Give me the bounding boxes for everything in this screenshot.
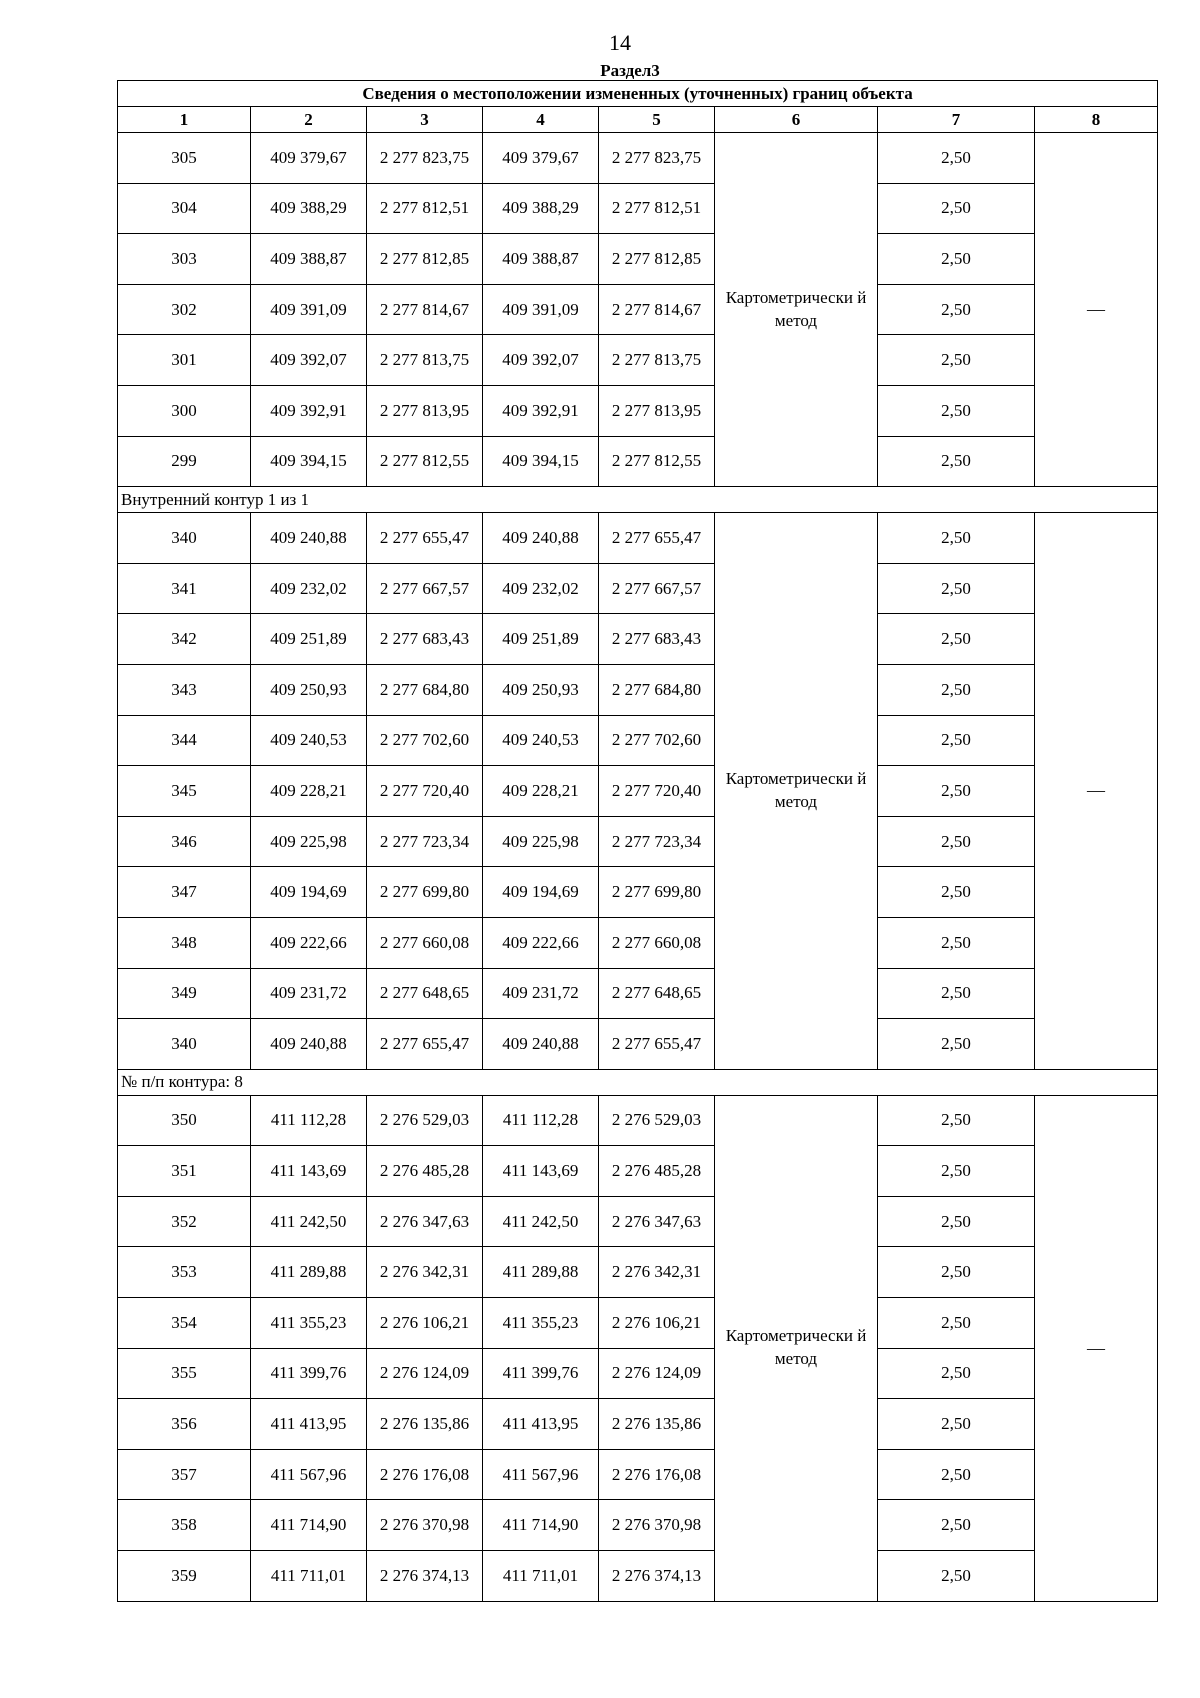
y-existing: 2 276 106,21 [367,1298,483,1349]
point-number: 352 [118,1196,251,1247]
x-existing: 411 711,01 [251,1551,367,1602]
point-number: 353 [118,1247,251,1298]
table-row [118,664,1158,715]
y-new: 2 277 667,57 [599,563,715,614]
table-row [118,1298,1158,1349]
table-row [118,1551,1158,1602]
y-new: 2 277 660,08 [599,917,715,968]
y-existing: 2 277 655,47 [367,513,483,564]
method-cell: Картометрически й метод [715,1095,878,1601]
y-new: 2 276 485,28 [599,1146,715,1197]
y-existing: 2 277 723,34 [367,816,483,867]
x-new: 411 413,95 [483,1399,599,1450]
column-header: 4 [483,107,599,133]
y-new: 2 276 342,31 [599,1247,715,1298]
contour-label-row [118,487,1158,513]
x-existing: 409 232,02 [251,563,367,614]
point-number: 301 [118,335,251,386]
x-new: 409 392,07 [483,335,599,386]
y-existing: 2 276 135,86 [367,1399,483,1450]
y-new: 2 277 723,34 [599,816,715,867]
point-number: 304 [118,183,251,234]
y-existing: 2 277 702,60 [367,715,483,766]
point-number: 358 [118,1500,251,1551]
x-existing: 409 388,29 [251,183,367,234]
x-new: 409 240,88 [483,1019,599,1070]
table-row [118,385,1158,436]
y-existing: 2 277 823,75 [367,133,483,184]
point-number: 357 [118,1449,251,1500]
point-number: 300 [118,385,251,436]
y-existing: 2 276 124,09 [367,1348,483,1399]
x-new: 409 228,21 [483,766,599,817]
x-new: 409 194,69 [483,867,599,918]
point-number: 299 [118,436,251,487]
point-number: 356 [118,1399,251,1450]
point-number: 343 [118,664,251,715]
x-new: 409 394,15 [483,436,599,487]
accuracy-cell: 2,50 [878,183,1035,234]
y-existing: 2 277 812,55 [367,436,483,487]
x-existing: 409 392,07 [251,335,367,386]
table-row [118,1449,1158,1500]
x-existing: 411 399,76 [251,1348,367,1399]
method-cell: Картометрически й метод [715,133,878,487]
point-number: 349 [118,968,251,1019]
x-existing: 411 289,88 [251,1247,367,1298]
x-new: 409 391,09 [483,284,599,335]
accuracy-cell: 2,50 [878,1146,1035,1197]
y-new: 2 277 823,75 [599,133,715,184]
x-existing: 409 379,67 [251,133,367,184]
x-new: 409 250,93 [483,664,599,715]
x-existing: 409 222,66 [251,917,367,968]
note-cell: — [1035,513,1158,1070]
note-cell: — [1035,133,1158,487]
y-existing: 2 276 347,63 [367,1196,483,1247]
x-existing: 409 388,87 [251,234,367,285]
accuracy-cell: 2,50 [878,1196,1035,1247]
y-new: 2 277 655,47 [599,1019,715,1070]
column-header: 5 [599,107,715,133]
x-existing: 411 112,28 [251,1095,367,1146]
y-new: 2 277 813,75 [599,335,715,386]
table-row [118,1019,1158,1070]
x-new: 409 388,87 [483,234,599,285]
table-row [118,1399,1158,1450]
accuracy-cell: 2,50 [878,664,1035,715]
y-existing: 2 277 812,51 [367,183,483,234]
x-new: 411 399,76 [483,1348,599,1399]
x-existing: 409 194,69 [251,867,367,918]
accuracy-cell: 2,50 [878,917,1035,968]
y-existing: 2 276 485,28 [367,1146,483,1197]
y-existing: 2 277 813,95 [367,385,483,436]
y-existing: 2 277 667,57 [367,563,483,614]
y-existing: 2 276 529,03 [367,1095,483,1146]
point-number: 305 [118,133,251,184]
page-number: 14 [609,30,631,55]
y-existing: 2 276 370,98 [367,1500,483,1551]
x-existing: 409 228,21 [251,766,367,817]
accuracy-cell: 2,50 [878,1449,1035,1500]
accuracy-cell: 2,50 [878,867,1035,918]
y-new: 2 277 813,95 [599,385,715,436]
x-new: 411 242,50 [483,1196,599,1247]
point-number: 354 [118,1298,251,1349]
table-row [118,436,1158,487]
y-existing: 2 277 683,43 [367,614,483,665]
y-new: 2 277 684,80 [599,664,715,715]
accuracy-cell: 2,50 [878,614,1035,665]
x-new: 411 711,01 [483,1551,599,1602]
table-row [118,335,1158,386]
section-title: Раздел3 [600,61,660,80]
accuracy-cell: 2,50 [878,715,1035,766]
x-new: 411 289,88 [483,1247,599,1298]
table-row [118,234,1158,285]
accuracy-cell: 2,50 [878,133,1035,184]
y-existing: 2 276 374,13 [367,1551,483,1602]
y-new: 2 277 655,47 [599,513,715,564]
table-caption: Сведения о местоположении измененных (уточненных) границ объекта [118,81,1158,107]
contour-label: Внутренний контур 1 из 1 [118,487,1158,513]
point-number: 340 [118,513,251,564]
table-row [118,563,1158,614]
x-new: 411 355,23 [483,1298,599,1349]
y-existing: 2 277 814,67 [367,284,483,335]
y-existing: 2 277 812,85 [367,234,483,285]
x-new: 409 388,29 [483,183,599,234]
point-number: 351 [118,1146,251,1197]
x-existing: 409 225,98 [251,816,367,867]
x-existing: 409 250,93 [251,664,367,715]
accuracy-cell: 2,50 [878,385,1035,436]
x-existing: 409 251,89 [251,614,367,665]
y-new: 2 277 814,67 [599,284,715,335]
accuracy-cell: 2,50 [878,816,1035,867]
point-number: 345 [118,766,251,817]
contour-label: № п/п контура: 8 [118,1069,1158,1095]
y-new: 2 276 106,21 [599,1298,715,1349]
accuracy-cell: 2,50 [878,1500,1035,1551]
accuracy-cell: 2,50 [878,234,1035,285]
table-row [118,1196,1158,1247]
point-number: 340 [118,1019,251,1070]
x-existing: 409 240,88 [251,1019,367,1070]
y-new: 2 276 347,63 [599,1196,715,1247]
x-new: 409 392,91 [483,385,599,436]
x-new: 409 240,53 [483,715,599,766]
y-new: 2 277 699,80 [599,867,715,918]
table-row [118,867,1158,918]
accuracy-cell: 2,50 [878,766,1035,817]
point-number: 344 [118,715,251,766]
x-existing: 411 242,50 [251,1196,367,1247]
x-new: 409 222,66 [483,917,599,968]
y-new: 2 277 648,65 [599,968,715,1019]
accuracy-cell: 2,50 [878,563,1035,614]
point-number: 346 [118,816,251,867]
y-existing: 2 276 342,31 [367,1247,483,1298]
point-number: 348 [118,917,251,968]
point-number: 341 [118,563,251,614]
accuracy-cell: 2,50 [878,1095,1035,1146]
column-header: 1 [118,107,251,133]
point-number: 347 [118,867,251,918]
x-new: 409 379,67 [483,133,599,184]
y-existing: 2 277 660,08 [367,917,483,968]
x-existing: 409 392,91 [251,385,367,436]
x-new: 409 232,02 [483,563,599,614]
x-existing: 411 714,90 [251,1500,367,1551]
x-new: 411 567,96 [483,1449,599,1500]
accuracy-cell: 2,50 [878,1247,1035,1298]
table-row [118,715,1158,766]
table-row [118,1095,1158,1146]
point-number: 302 [118,284,251,335]
table-row [118,1500,1158,1551]
y-existing: 2 277 648,65 [367,968,483,1019]
x-existing: 409 240,88 [251,513,367,564]
table-row [118,816,1158,867]
table-row [118,183,1158,234]
column-header: 7 [878,107,1035,133]
note-cell: — [1035,1095,1158,1601]
point-number: 350 [118,1095,251,1146]
x-new: 409 251,89 [483,614,599,665]
method-cell: Картометрически й метод [715,513,878,1070]
y-new: 2 277 702,60 [599,715,715,766]
y-existing: 2 277 813,75 [367,335,483,386]
accuracy-cell: 2,50 [878,284,1035,335]
y-new: 2 277 720,40 [599,766,715,817]
boundary-table [117,80,1158,1602]
x-new: 411 112,28 [483,1095,599,1146]
accuracy-cell: 2,50 [878,513,1035,564]
x-new: 411 143,69 [483,1146,599,1197]
y-existing: 2 276 176,08 [367,1449,483,1500]
table-row [118,614,1158,665]
y-new: 2 276 529,03 [599,1095,715,1146]
accuracy-cell: 2,50 [878,1019,1035,1070]
accuracy-cell: 2,50 [878,436,1035,487]
x-existing: 411 143,69 [251,1146,367,1197]
y-new: 2 277 812,55 [599,436,715,487]
x-new: 411 714,90 [483,1500,599,1551]
contour-label-row [118,1069,1158,1095]
table-row [118,766,1158,817]
column-header: 3 [367,107,483,133]
table-row [118,133,1158,184]
column-header-row [118,107,1158,133]
y-existing: 2 277 699,80 [367,867,483,918]
y-new: 2 277 812,85 [599,234,715,285]
y-existing: 2 277 684,80 [367,664,483,715]
x-existing: 409 240,53 [251,715,367,766]
table-row [118,1247,1158,1298]
point-number: 303 [118,234,251,285]
y-new: 2 276 374,13 [599,1551,715,1602]
y-new: 2 276 176,08 [599,1449,715,1500]
y-new: 2 276 124,09 [599,1348,715,1399]
x-existing: 409 231,72 [251,968,367,1019]
accuracy-cell: 2,50 [878,968,1035,1019]
x-existing: 409 394,15 [251,436,367,487]
column-header: 6 [715,107,878,133]
table-row [118,513,1158,564]
table-row [118,1146,1158,1197]
x-existing: 411 355,23 [251,1298,367,1349]
x-new: 409 231,72 [483,968,599,1019]
y-existing: 2 277 720,40 [367,766,483,817]
x-existing: 411 567,96 [251,1449,367,1500]
y-new: 2 276 135,86 [599,1399,715,1450]
accuracy-cell: 2,50 [878,1298,1035,1349]
x-existing: 409 391,09 [251,284,367,335]
y-new: 2 277 812,51 [599,183,715,234]
accuracy-cell: 2,50 [878,1348,1035,1399]
x-existing: 411 413,95 [251,1399,367,1450]
table-row [118,917,1158,968]
point-number: 359 [118,1551,251,1602]
x-new: 409 225,98 [483,816,599,867]
point-number: 355 [118,1348,251,1399]
accuracy-cell: 2,50 [878,1551,1035,1602]
y-new: 2 277 683,43 [599,614,715,665]
point-number: 342 [118,614,251,665]
y-new: 2 276 370,98 [599,1500,715,1551]
accuracy-cell: 2,50 [878,1399,1035,1450]
table-row [118,968,1158,1019]
column-header: 8 [1035,107,1158,133]
x-new: 409 240,88 [483,513,599,564]
table-row [118,1348,1158,1399]
column-header: 2 [251,107,367,133]
accuracy-cell: 2,50 [878,335,1035,386]
y-existing: 2 277 655,47 [367,1019,483,1070]
table-row [118,284,1158,335]
